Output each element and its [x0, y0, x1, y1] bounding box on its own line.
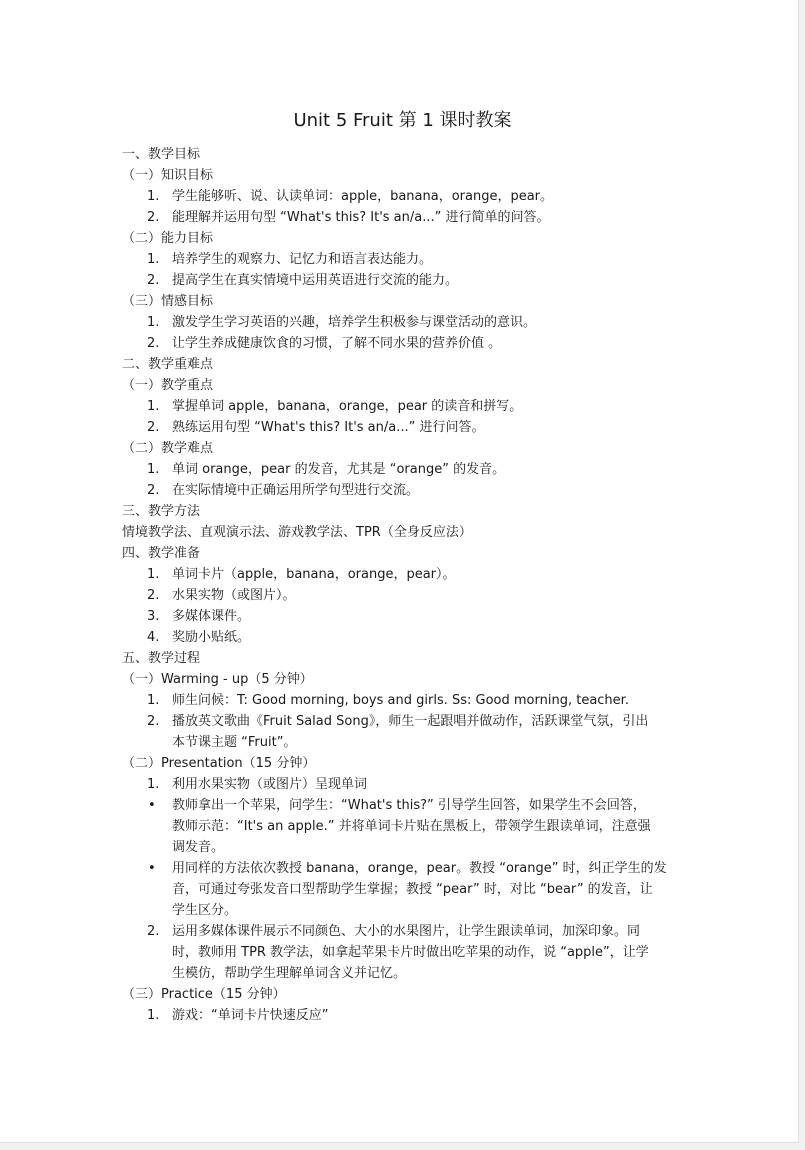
list-item-text: 培养学生的观察力、记忆力和语言表达能力。: [172, 252, 433, 267]
list-item-text: 多媒体课件。: [172, 609, 251, 624]
subsection-heading: （二）教学难点: [122, 441, 214, 456]
list-number: 1.: [147, 399, 160, 414]
section-heading: 三、教学方法: [122, 504, 201, 519]
subsection-heading: （一）教学重点: [122, 378, 214, 393]
list-number: 3.: [147, 609, 160, 624]
list-number: 2.: [147, 273, 160, 288]
list-number: 1.: [147, 693, 160, 708]
list-item-text: 水果实物（或图片）。: [172, 588, 296, 603]
list-number: 2.: [147, 210, 160, 225]
list-number: 1.: [147, 189, 160, 204]
list-number: 1.: [147, 1008, 160, 1023]
bullet-icon: •: [148, 798, 156, 813]
list-item-text: 激发学生学习英语的兴趣，培养学生积极参与课堂活动的意识。: [172, 315, 537, 330]
bullet-item-text: 用同样的方法依次教授 banana，orange，pear。教授 “orange” 时，纠正学生的发 音，可通过夸张发音口型帮助学生掌握；教授 “pear” 时，对比 “bear” 的发音，让 学生区分。: [172, 861, 667, 918]
list-number: 2.: [147, 588, 160, 603]
section-heading: 五、教学过程: [122, 651, 201, 666]
section-heading: 一、教学目标: [122, 147, 201, 162]
list-item-text: 奖励小贴纸。: [172, 630, 251, 645]
list-item-text: 提高学生在真实情境中运用英语进行交流的能力。: [172, 273, 459, 288]
list-item-text: 游戏：“单词卡片快速反应”: [172, 1008, 329, 1023]
list-item-text: 让学生养成健康饮食的习惯，了解不同水果的营养价值 。: [172, 336, 502, 351]
section-heading: 二、教学重难点: [122, 357, 214, 372]
list-number: 1.: [147, 567, 160, 582]
list-number: 1.: [147, 462, 160, 477]
subsection-heading: （一）知识目标: [122, 168, 214, 183]
list-item-text: 单词卡片（apple，banana，orange，pear）。: [172, 567, 456, 582]
section-heading: 四、教学准备: [122, 546, 201, 561]
list-number: 2.: [147, 924, 160, 939]
list-number: 2.: [147, 336, 160, 351]
page-title: Unit 5 Fruit 第 1 课时教案: [293, 110, 512, 131]
list-number: 1.: [147, 315, 160, 330]
list-item-text: 在实际情境中正确运用所学句型进行交流。: [172, 483, 420, 498]
list-item-text: 运用多媒体课件展示不同颜色、大小的水果图片，让学生跟读单词，加深印象。同 时，教师用 TPR 教学法，如拿起苹果卡片时做出吃苹果的动作，说 “apple”，让学 生模仿，帮助学生理解单词含义并记忆。: [172, 924, 649, 981]
list-number: 1.: [147, 252, 160, 267]
list-number: 2.: [147, 714, 160, 729]
bullet-icon: •: [148, 861, 156, 876]
subsection-heading: （二）能力目标: [122, 231, 214, 246]
list-number: 4.: [147, 630, 160, 645]
subsection-heading: （三）情感目标: [122, 294, 214, 309]
subsection-heading: （一）Warming - up（5 分钟）: [122, 672, 313, 687]
list-item-text: 学生能够听、说、认读单词：apple，banana，orange，pear。: [172, 189, 554, 204]
bullet-item-text: 教师拿出一个苹果，问学生：“What's this?” 引导学生回答，如果学生不会回答， 教师示范：“It's an apple.” 并将单词卡片贴在黑板上，带领学生跟读单词，注意强 调发音。: [172, 798, 651, 855]
list-number: 1.: [147, 777, 160, 792]
list-number: 2.: [147, 483, 160, 498]
list-item-text: 单词 orange，pear 的发音，尤其是 “orange” 的发音。: [172, 462, 506, 477]
paragraph: 情境教学法、直观演示法、游戏教学法、TPR（全身反应法）: [122, 525, 472, 540]
subsection-heading: （三）Practice（15 分钟）: [122, 987, 286, 1002]
list-item-text: 熟练运用句型 “What's this? It's an/a...” 进行问答。: [172, 420, 485, 435]
list-item-text: 播放英文歌曲《Fruit Salad Song》，师生一起跟唱并做动作，活跃课堂气氛，引出 本节课主题 “Fruit”。: [172, 714, 649, 750]
subsection-heading: （二）Presentation（15 分钟）: [122, 756, 316, 771]
list-item-text: 师生问候：T: Good morning, boys and girls. Ss: Good morning, teacher.: [172, 693, 629, 708]
list-item-text: 利用水果实物（或图片）呈现单词: [172, 777, 368, 792]
list-item-text: 能理解并运用句型 “What's this? It's an/a...” 进行简单的问答。: [172, 210, 550, 225]
list-item-text: 掌握单词 apple，banana，orange，pear 的读音和拼写。: [172, 399, 523, 414]
list-number: 2.: [147, 420, 160, 435]
